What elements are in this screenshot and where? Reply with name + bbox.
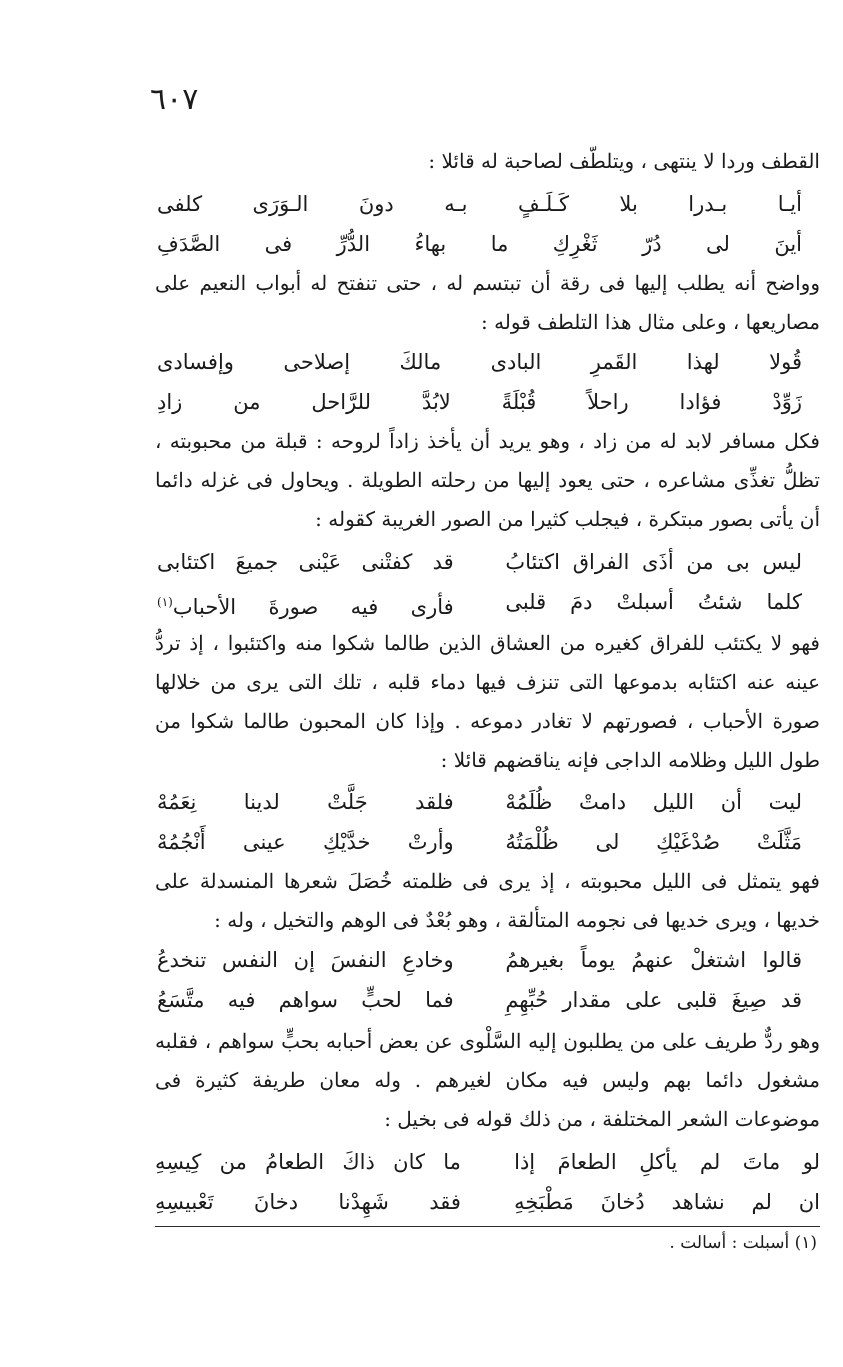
verse-text: أيـا بـدرا بلا كَـلَـفٍ بـه دونَ الـوَرَى كلفى: [157, 192, 802, 216]
verse-group-5: [155, 940, 820, 1020]
paragraph-4: [155, 624, 820, 780]
footnote: [669, 1230, 817, 1256]
verse-hemistich: كلما شئتُ أسبلتْ دمَ قلبى: [505, 590, 802, 614]
footnote-text: أسبلت : أسالت .: [669, 1233, 790, 1253]
page-number: ٦٠٧: [150, 82, 199, 117]
verse-line: [155, 940, 820, 980]
verse-line: [155, 342, 820, 382]
verse-hemistich: [157, 582, 454, 627]
paragraph-6: [155, 1022, 820, 1139]
paragraph-3: [155, 422, 820, 539]
verse-line: [155, 782, 820, 822]
verse-hemistich: لو ماتَ لم يأكلِ الطعامَ إذا: [514, 1150, 820, 1174]
verse-line: [155, 822, 820, 862]
verse-group-4: [155, 782, 820, 862]
verse-hemistich: ان لم نشاهد دُخانَ مَطْبَخِهِ: [514, 1190, 820, 1214]
verse-hemistich: وخادعِ النفسَ إن النفس تنخدعُ: [157, 948, 454, 972]
verse-line: [155, 1142, 820, 1182]
footnote-reference: (١): [157, 595, 173, 609]
verse-line: [155, 980, 820, 1020]
verse-group-1: [155, 184, 820, 264]
verse-hemistich: فما لحبٍّ سواهم فيه متَّسَعُ: [157, 988, 454, 1012]
verse-hemistich: ليس بى من أذَى الفراق اكتئابُ: [505, 550, 802, 574]
verse-text: زَوِّدْ فؤادا راحلاً قُبْلَةً لابُدَّ للرَّاحل من زادِ: [157, 390, 802, 414]
verse-group-2: [155, 342, 820, 422]
verse-line: [155, 184, 820, 224]
paragraph-text: وهو ردٌّ طريف على من يطلبون إليه السَّلْوى عن بعض أحبابه بحبٍّ سواهم ، فقلبه مشغول دائما بهم وليس فيه مكان لغيرهم . وله معان طريفة كثيرة فى موضوعات الشعر المختلفة ، من ذلك قوله فى بخيل :: [155, 1029, 820, 1131]
verse-text: أينَ لى دُرّ ثَغْرِكِ ما بهاءُ الدُّرِّ فى الصَّدَفِ: [157, 232, 802, 256]
verse-hemistich: ليت أن الليل دامتْ ظُلَمُهْ: [505, 790, 802, 814]
paragraph-text: وواضح أنه يطلب إليها فى رقة أن تبتسم له ، حتى تنفتح له أبواب النعيم على مصاريعها ، وعلى مثال هذا التلطف قوله :: [155, 271, 820, 334]
verse-text: قُولا لهذا القَمرِ البادى مالكَ إصلاحى وإفسادى: [157, 350, 802, 374]
verse-group-3: [155, 542, 820, 627]
verse-hemistich: قد صِيغَ قلبى على مقدار حُبِّهِمِ: [505, 988, 802, 1012]
verse-line: [155, 1182, 820, 1222]
paragraph-text: فكل مسافر لابد له من زاد ، وهو يريد أن يأخذ زاداً لروحه : قبلة من محبوبته ، تظلُّ تغذِّى مشاعره ، حتى يعود إليها من رحلته الطويلة . ويحاول فى غزله دائما أن يأتى بصور مبتكرة ، فيجلب كثيرا من الصور الغريبة كقوله :: [155, 429, 820, 531]
verse-hemistich: فقد شَهِدْنا دخانَ تَعْبيسِهِ: [155, 1190, 461, 1214]
verse-hemistich: قالوا اشتغلْ عنهمُ يوماً بغيرهمُ: [505, 948, 802, 972]
verse-hemistich: قد كفتْنى عَيْنى جميعَ اكتئابى: [157, 550, 454, 574]
verse-line: [155, 542, 820, 582]
verse-hemistich: مَثَّلَتْ صُدْغَيْكِ لى ظُلْمَتُهُ: [505, 830, 802, 854]
paragraph-5: [155, 862, 820, 940]
paragraph-text: القطف وردا لا ينتهى ، ويتلطّف لصاحبة له قائلا :: [428, 149, 820, 173]
verse-line: [155, 224, 820, 264]
verse-hemistich: وأرتْ خدَّيْكِ عينى أَنْجُمُهْ: [157, 830, 454, 854]
verse-line: [155, 382, 820, 422]
paragraph-text: فهو يتمثل فى الليل محبوبته ، إذ يرى فى ظلمته خُصَلَ شعرها المنسدلة على خديها ، ويرى خديها فى نجومه المتألقة ، وهو بُعْدٌ فى الوهم والتخيل ، وله :: [155, 869, 820, 932]
verse-group-6: [155, 1142, 820, 1222]
paragraph-2: [155, 264, 820, 342]
paragraph-text: فهو لا يكتئب للفراق كغيره من العشاق الذين طالما شكوا منه واكتئبوا ، إذ تردُّ عينه عنه اكتئابه بدموعها التى تنزف فيها دماء قلبه ، تلك التى يرى من خلالها صورة الأحباب ، فصورتهم لا تغادر دموعه . وإذا كان المحبون طالما شكوا من طول الليل وظلامه الداجى فإنه يناقضهم قائلا :: [155, 631, 820, 772]
text-bottom-rule: [155, 1226, 820, 1227]
verse-line: [155, 582, 820, 627]
footnote-marker: (١): [794, 1233, 817, 1253]
verse-hemistich: ما كان ذاكَ الطعامُ من كِيسِهِ: [155, 1150, 461, 1174]
verse-text: فأرى فيه صورةَ الأحباب: [172, 595, 454, 619]
paragraph-1: [155, 142, 820, 181]
verse-hemistich: فلقد جَلَّتْ لدينا نِعَمُهْ: [157, 790, 454, 814]
